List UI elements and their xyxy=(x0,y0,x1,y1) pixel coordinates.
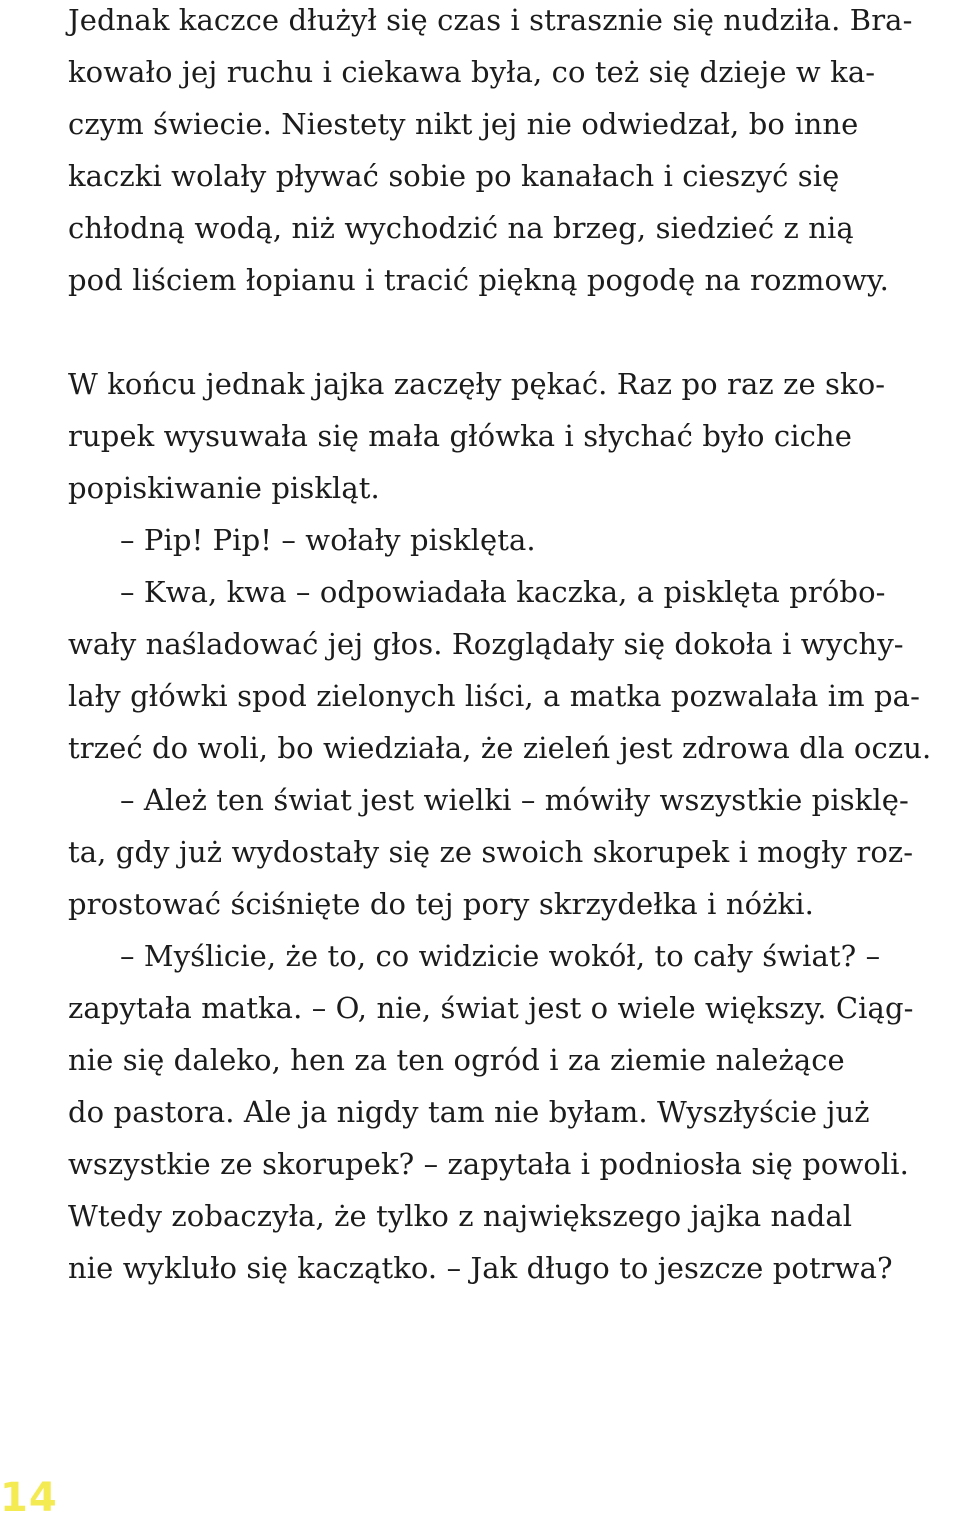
text-line: rupek wysuwała się mała główka i słychać było ciche xyxy=(68,419,852,453)
text-line: Wtedy zobaczyła, że tylko z największego jajka nadal xyxy=(68,1199,853,1233)
dialogue-line: – Ależ ten świat jest wielki – mówiły wszystkie pisklę- xyxy=(120,783,909,817)
text-line: zapytała matka. – O, nie, świat jest o wiele większy. Ciąg- xyxy=(68,991,914,1025)
dialogue-line: – Kwa, kwa – odpowiadała kaczka, a pisklęta próbo- xyxy=(120,575,886,609)
text-line: ta, gdy już wydostały się ze swoich skorupek i mogły roz- xyxy=(68,835,914,869)
text-line: do pastora. Ale ja nigdy tam nie byłam. Wyszłyście już xyxy=(68,1095,870,1129)
text-line: prostować ściśnięte do tej pory skrzydełka i nóżki. xyxy=(68,887,814,921)
text-line: wszystkie ze skorupek? – zapytała i podniosła się powoli. xyxy=(68,1147,909,1181)
text-line: popiskiwanie piskląt. xyxy=(68,471,380,505)
text-line: W końcu jednak jajka zaczęły pękać. Raz po raz ze sko- xyxy=(68,367,886,401)
text-line: trzeć do woli, bo wiedziała, że zieleń jest zdrowa dla oczu. xyxy=(68,731,932,765)
dialogue-line: – Myślicie, że to, co widzicie wokół, to cały świat? – xyxy=(120,939,881,973)
text-line: chłodną wodą, niż wychodzić na brzeg, siedzieć z nią xyxy=(68,211,854,245)
page-number: 14 xyxy=(0,1475,58,1521)
text-line: kowało jej ruchu i ciekawa była, co też się dzieje w ka- xyxy=(68,55,876,89)
dialogue-line: – Pip! Pip! – wołały pisklęta. xyxy=(120,523,536,557)
text-line: lały główki spod zielonych liści, a matka pozwalała im pa- xyxy=(68,679,920,713)
text-line: Jednak kaczce dłużył się czas i strasznie się nudziła. Bra- xyxy=(68,3,913,37)
text-line: wały naśladować jej głos. Rozglądały się dokoła i wychy- xyxy=(68,627,904,661)
text-line: czym świecie. Niestety nikt jej nie odwiedzał, bo inne xyxy=(68,107,859,141)
text-line: nie się daleko, hen za ten ogród i za ziemie należące xyxy=(68,1043,845,1077)
text-line: kaczki wolały pływać sobie po kanałach i cieszyć się xyxy=(68,159,840,193)
text-line: pod liściem łopianu i tracić piękną pogodę na rozmowy. xyxy=(68,263,889,297)
text-line: nie wykluło się kaczątko. – Jak długo to jeszcze potrwa? xyxy=(68,1251,893,1285)
